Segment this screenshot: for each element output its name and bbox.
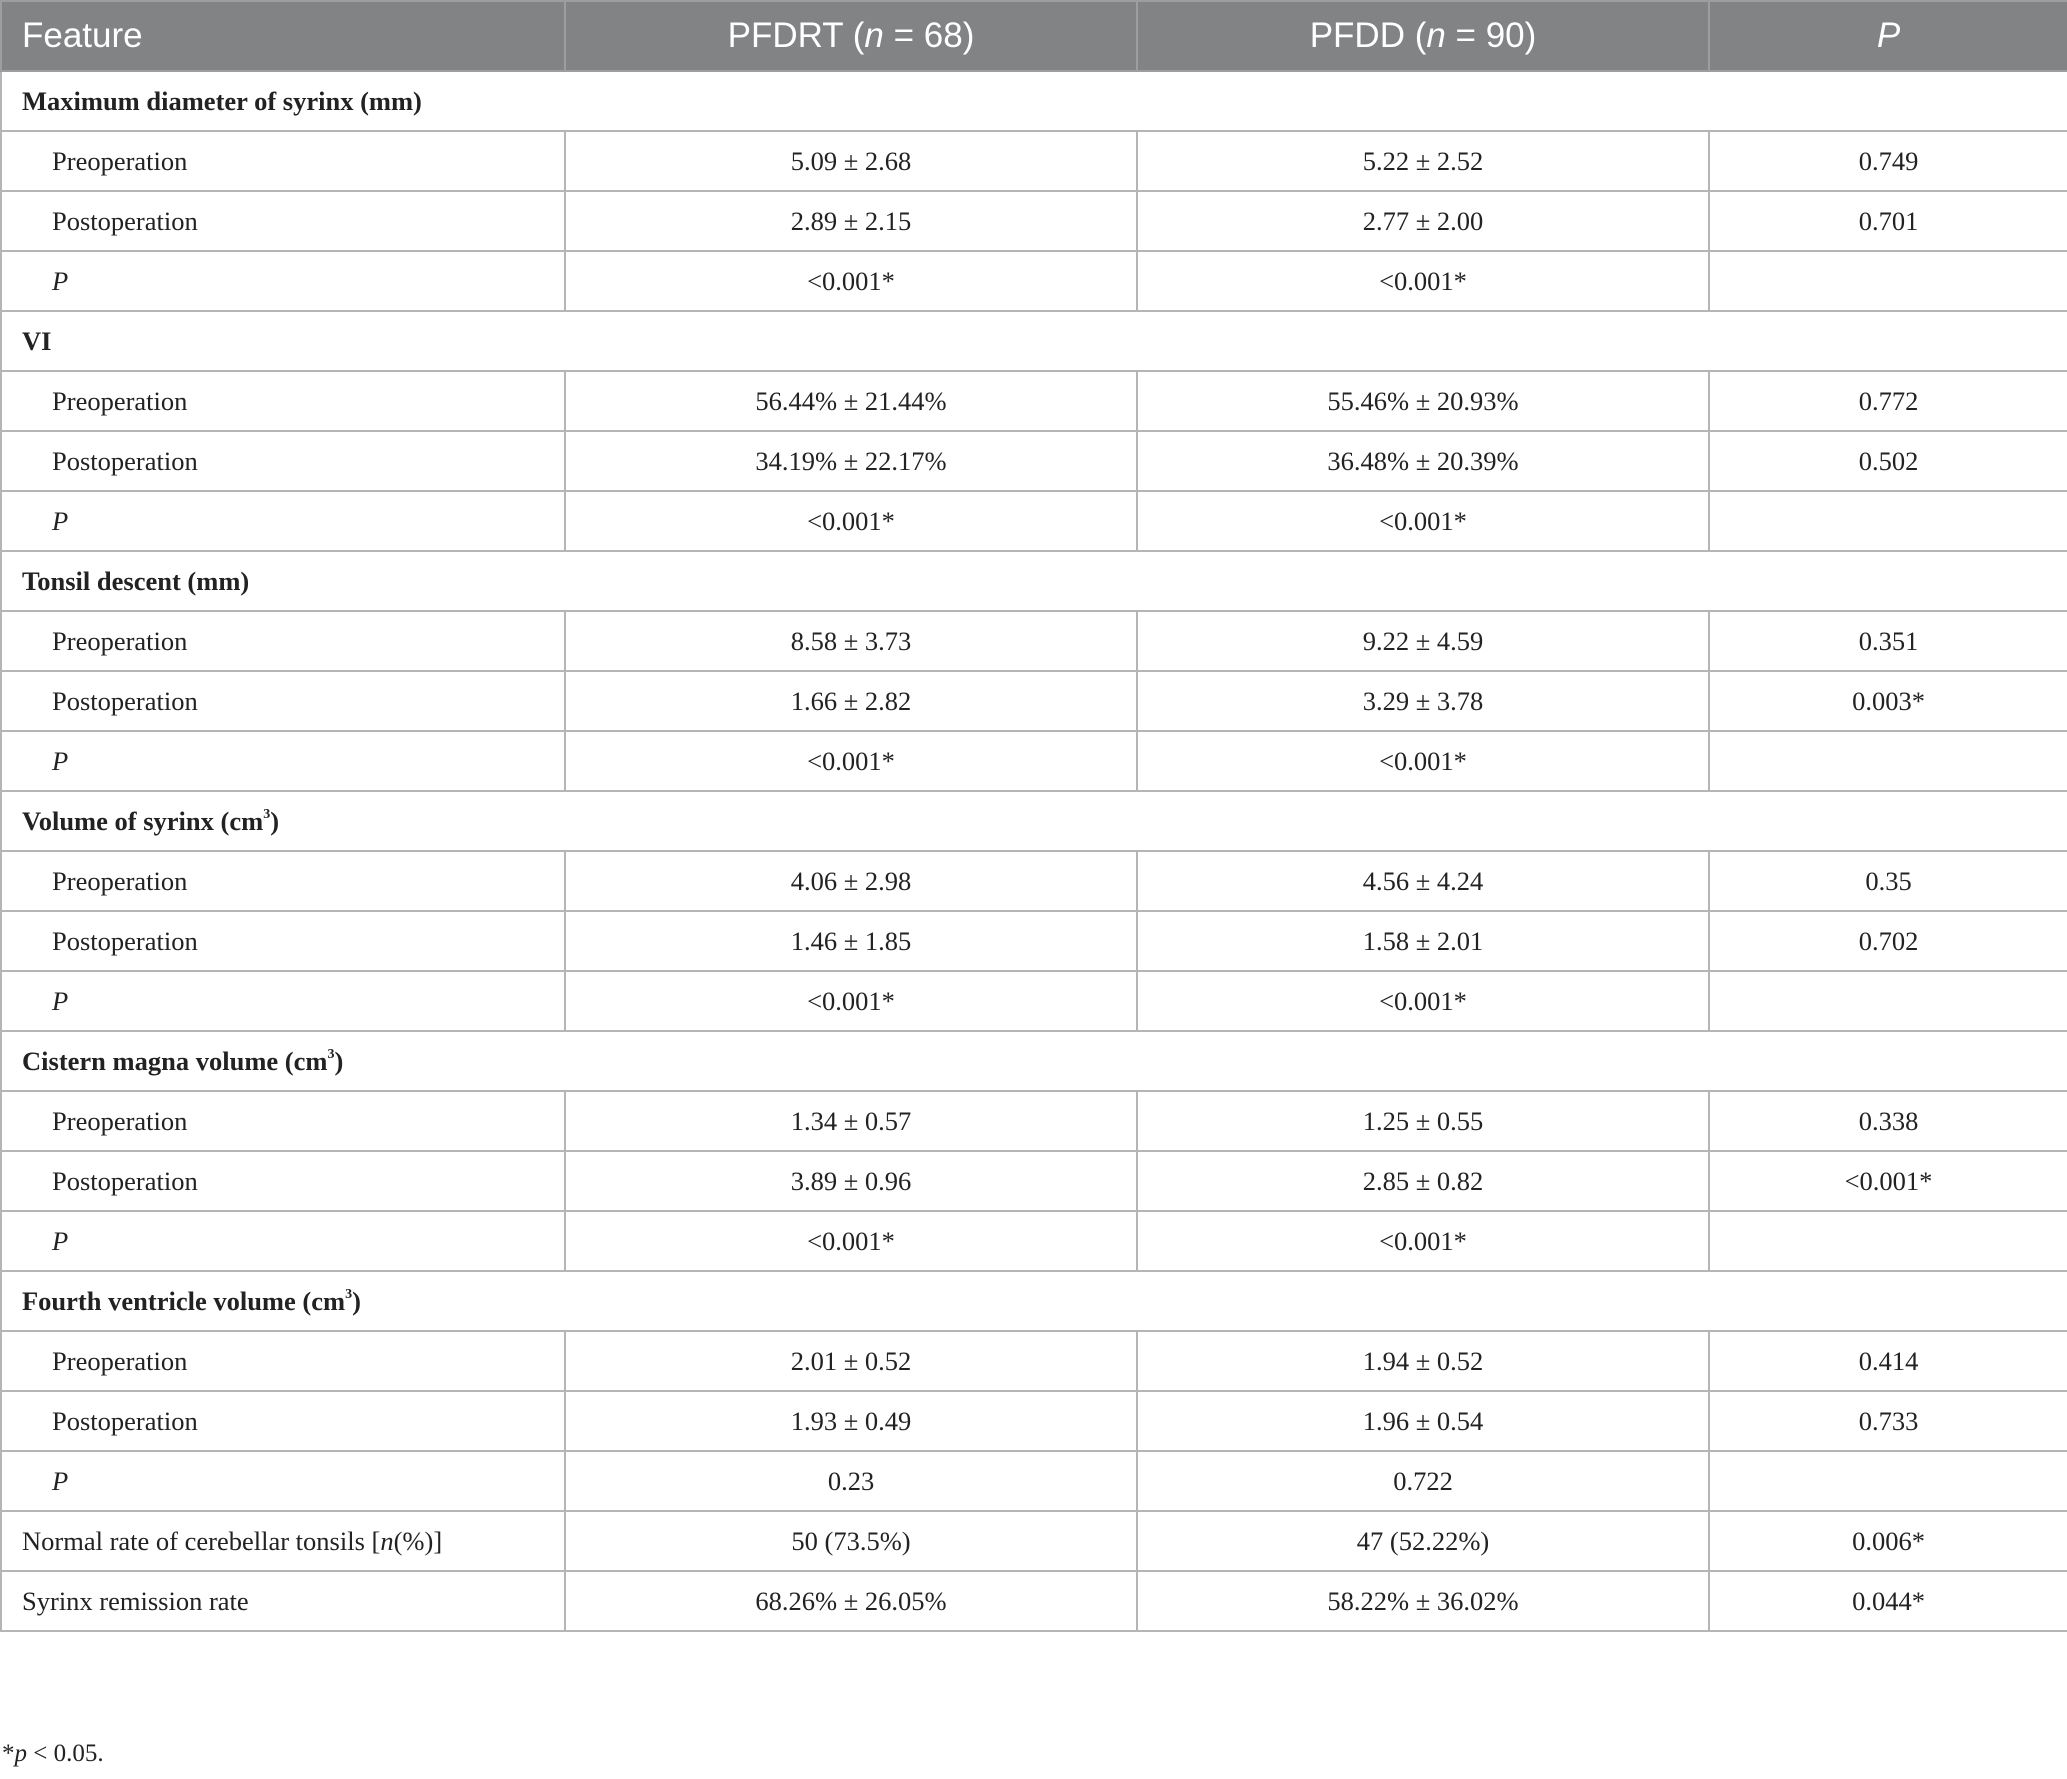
pfdd-value: <0.001* — [1137, 251, 1709, 311]
pfdd-value: 2.77 ± 2.00 — [1137, 191, 1709, 251]
header-p: P — [1709, 1, 2067, 71]
pfdd-value: <0.001* — [1137, 1211, 1709, 1271]
p-value: 0.338 — [1709, 1091, 2067, 1151]
row-label: Postoperation — [1, 671, 565, 731]
pfdd-value: 58.22% ± 36.02% — [1137, 1571, 1709, 1631]
row-label: P — [1, 731, 565, 791]
table-row — [1, 611, 2067, 671]
table-row — [1, 1151, 2067, 1211]
pfdd-value: 4.56 ± 4.24 — [1137, 851, 1709, 911]
row-label: P — [1, 1211, 565, 1271]
pfdrt-value: 56.44% ± 21.44% — [565, 371, 1137, 431]
table-row — [1, 131, 2067, 191]
footnote: *p < 0.05. — [2, 1740, 104, 1767]
section-row — [1, 1031, 2067, 1091]
pfdrt-value: 1.46 ± 1.85 — [565, 911, 1137, 971]
p-value — [1709, 1451, 2067, 1511]
pfdrt-value: 34.19% ± 22.17% — [565, 431, 1137, 491]
pfdrt-value: 8.58 ± 3.73 — [565, 611, 1137, 671]
table-row — [1, 1091, 2067, 1151]
row-label: Preoperation — [1, 1091, 565, 1151]
p-value: 0.733 — [1709, 1391, 2067, 1451]
table-row — [1, 251, 2067, 311]
table-row — [1, 731, 2067, 791]
p-value — [1709, 731, 2067, 791]
table-row — [1, 371, 2067, 431]
table-row — [1, 1511, 2067, 1571]
pfdrt-value: <0.001* — [565, 971, 1137, 1031]
section-row — [1, 311, 2067, 371]
p-value: 0.772 — [1709, 371, 2067, 431]
pfdd-value: 1.25 ± 0.55 — [1137, 1091, 1709, 1151]
row-label: Syrinx remission rate — [1, 1571, 565, 1631]
table-row — [1, 191, 2067, 251]
row-label: Preoperation — [1, 131, 565, 191]
pfdd-value: 3.29 ± 3.78 — [1137, 671, 1709, 731]
row-label: Preoperation — [1, 611, 565, 671]
row-label: Preoperation — [1, 851, 565, 911]
pfdrt-value: 0.23 — [565, 1451, 1137, 1511]
pfdrt-value: <0.001* — [565, 251, 1137, 311]
section-title: Maximum diameter of syrinx (mm) — [1, 71, 2067, 131]
pfdrt-value: <0.001* — [565, 731, 1137, 791]
row-label: Normal rate of cerebellar tonsils [n(%)] — [1, 1511, 565, 1571]
p-value: 0.414 — [1709, 1331, 2067, 1391]
pfdrt-value: 5.09 ± 2.68 — [565, 131, 1137, 191]
pfdrt-value: 3.89 ± 0.96 — [565, 1151, 1137, 1211]
p-value — [1709, 1211, 2067, 1271]
pfdd-value: 0.722 — [1137, 1451, 1709, 1511]
row-label: Postoperation — [1, 431, 565, 491]
row-label: Postoperation — [1, 191, 565, 251]
pfdd-value: <0.001* — [1137, 971, 1709, 1031]
p-value: 0.351 — [1709, 611, 2067, 671]
pfdd-value: 1.94 ± 0.52 — [1137, 1331, 1709, 1391]
pfdrt-value: <0.001* — [565, 1211, 1137, 1271]
section-row — [1, 1271, 2067, 1331]
pfdd-value: 47 (52.22%) — [1137, 1511, 1709, 1571]
section-title: VI — [1, 311, 2067, 371]
table-row — [1, 971, 2067, 1031]
row-label: Postoperation — [1, 911, 565, 971]
p-value: 0.006* — [1709, 1511, 2067, 1571]
row-label: Postoperation — [1, 1391, 565, 1451]
table-row — [1, 1571, 2067, 1631]
p-value: 0.35 — [1709, 851, 2067, 911]
table-row — [1, 1391, 2067, 1451]
pfdrt-value: 2.01 ± 0.52 — [565, 1331, 1137, 1391]
pfdrt-value: 4.06 ± 2.98 — [565, 851, 1137, 911]
section-title: Tonsil descent (mm) — [1, 551, 2067, 611]
pfdd-value: 36.48% ± 20.39% — [1137, 431, 1709, 491]
row-label: P — [1, 971, 565, 1031]
section-row — [1, 791, 2067, 851]
row-label: P — [1, 251, 565, 311]
pfdrt-value: <0.001* — [565, 491, 1137, 551]
section-title: Cistern magna volume $(cm^3)$ — [1, 1031, 2067, 1091]
p-value — [1709, 491, 2067, 551]
table-row — [1, 851, 2067, 911]
pfdd-value: 1.96 ± 0.54 — [1137, 1391, 1709, 1451]
pfdrt-value: 1.93 ± 0.49 — [565, 1391, 1137, 1451]
row-label: Preoperation — [1, 1331, 565, 1391]
header-feature: Feature — [1, 1, 565, 71]
p-value: <0.001* — [1709, 1151, 2067, 1211]
pfdd-value: 9.22 ± 4.59 — [1137, 611, 1709, 671]
section-row — [1, 71, 2067, 131]
row-label: Preoperation — [1, 371, 565, 431]
p-value: 0.702 — [1709, 911, 2067, 971]
row-label: P — [1, 491, 565, 551]
pfdd-value: 55.46% ± 20.93% — [1137, 371, 1709, 431]
p-value — [1709, 251, 2067, 311]
pfdrt-value: 1.66 ± 2.82 — [565, 671, 1137, 731]
pfdd-value: 1.58 ± 2.01 — [1137, 911, 1709, 971]
section-row — [1, 551, 2067, 611]
row-label: Postoperation — [1, 1151, 565, 1211]
header-pfdd: PFDD (n = 90) — [1137, 1, 1709, 71]
p-value: 0.749 — [1709, 131, 2067, 191]
pfdd-value: <0.001* — [1137, 731, 1709, 791]
header-pfdrt: PFDRT (n = 68) — [565, 1, 1137, 71]
pfdrt-value: 50 (73.5%) — [565, 1511, 1137, 1571]
pfdrt-value: 1.34 ± 0.57 — [565, 1091, 1137, 1151]
table-row — [1, 491, 2067, 551]
pfdd-value: <0.001* — [1137, 491, 1709, 551]
table-row — [1, 1331, 2067, 1391]
p-value — [1709, 971, 2067, 1031]
pfdd-value: 5.22 ± 2.52 — [1137, 131, 1709, 191]
table-row — [1, 431, 2067, 491]
pfdrt-value: 2.89 ± 2.15 — [565, 191, 1137, 251]
pfdrt-value: 68.26% ± 26.05% — [565, 1571, 1137, 1631]
header-row — [1, 1, 2067, 71]
row-label: P — [1, 1451, 565, 1511]
table-row — [1, 911, 2067, 971]
table-row — [1, 1451, 2067, 1511]
section-title: Fourth ventricle volume $(cm^3)$ — [1, 1271, 2067, 1331]
pfdd-value: 2.85 ± 0.82 — [1137, 1151, 1709, 1211]
p-value: 0.502 — [1709, 431, 2067, 491]
section-title: Volume of syrinx $(cm^3)$ — [1, 791, 2067, 851]
p-value: 0.003* — [1709, 671, 2067, 731]
p-value: 0.044* — [1709, 1571, 2067, 1631]
table-row — [1, 1211, 2067, 1271]
table-row — [1, 671, 2067, 731]
p-value: 0.701 — [1709, 191, 2067, 251]
